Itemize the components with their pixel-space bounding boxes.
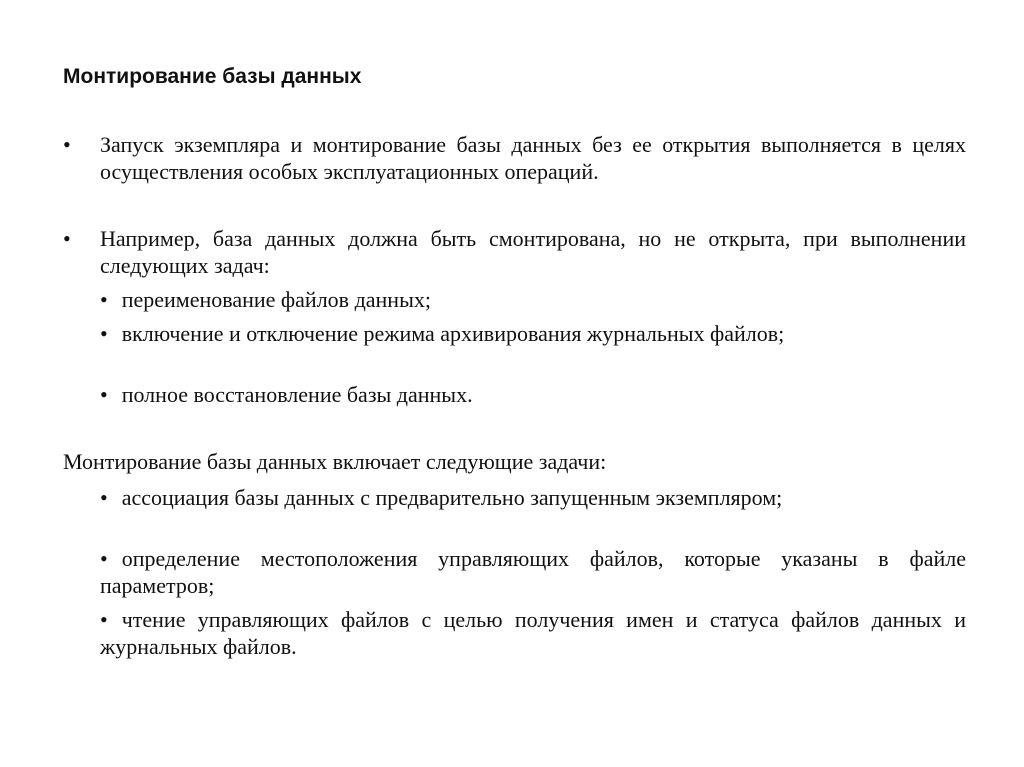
- sub-bullet-item: [100, 545, 966, 599]
- bullet-marker: •: [63, 132, 71, 157]
- sub-bullet-item: [100, 606, 966, 660]
- sub-bullet-marker: •: [100, 287, 108, 312]
- sub-bullet-text: включение и отключение режима архивирования журнальных файлов;: [121, 321, 785, 346]
- sub-bullet-item: [100, 381, 966, 408]
- sub-bullet-marker: •: [100, 607, 108, 632]
- bullet-marker: •: [63, 226, 71, 251]
- sub-bullet-marker: •: [100, 382, 108, 407]
- sub-bullet-text: полное восстановление базы данных.: [121, 382, 473, 407]
- sub-bullet-item: [100, 320, 966, 347]
- bullet-text: Например, база данных должна быть смонтирована, но не открыта, при выполнении следующих задач:: [100, 226, 966, 278]
- bullet-text: Запуск экземпляра и монтирование базы данных без ее открытия выполняется в целях осуществления особых эксплуатационных операций.: [100, 132, 966, 184]
- section-paragraph: Монтирование базы данных включает следующие задачи:: [63, 449, 607, 474]
- sub-bullet-text: чтение управляющих файлов с целью получения имен и статуса файлов данных и журнальных файлов.: [100, 607, 966, 659]
- sub-bullet-marker: •: [100, 321, 108, 346]
- slide-title: Монтирование базы данных: [63, 65, 362, 88]
- sub-bullet-item: [100, 484, 966, 511]
- sub-bullet-text: определение местоположения управляющих файлов, которые указаны в файле параметров;: [100, 546, 966, 598]
- sub-bullet-marker: •: [100, 546, 108, 571]
- sub-bullet-text: переименование файлов данных;: [121, 287, 431, 312]
- sub-bullet-item: [100, 286, 966, 313]
- sub-bullet-text: ассоциация базы данных с предварительно запущенным экземпляром;: [121, 485, 783, 510]
- sub-bullet-marker: •: [100, 485, 108, 510]
